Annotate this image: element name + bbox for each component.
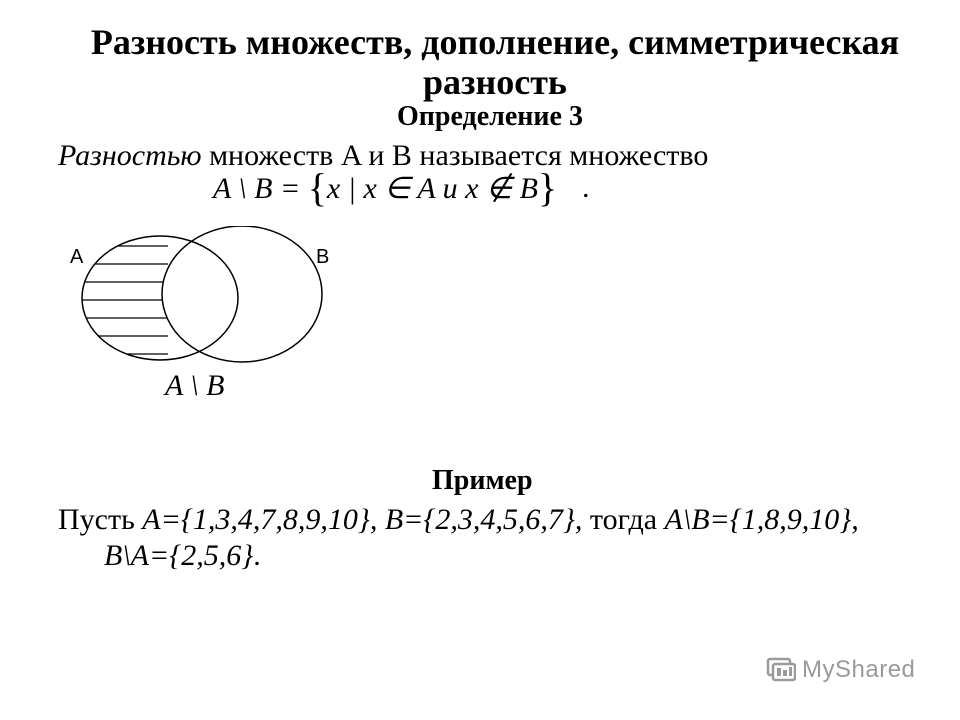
formula-open-brace: { — [307, 165, 327, 210]
example-result-ba: B\A={2,5,6} — [104, 539, 254, 572]
definition-term: Разностью — [58, 139, 202, 172]
definition-heading: Определение 3 — [397, 101, 583, 132]
definition-formula — [213, 166, 557, 211]
example-heading: Пример — [432, 465, 533, 496]
example-line-2 — [104, 538, 261, 574]
formula-close-brace: } — [537, 165, 558, 210]
example-sets: A={1,3,4,7,8,9,10}, B={2,3,4,5,6,7}, — [142, 503, 583, 536]
venn-caption: A \ B — [165, 369, 225, 402]
venn-label-b: B — [316, 246, 330, 268]
example-line-1 — [58, 502, 859, 538]
venn-label-a: A — [70, 246, 84, 268]
page-title: Разность множеств, дополнение, симметрическая разность — [90, 22, 900, 102]
watermark — [766, 656, 915, 684]
formula-lhs: A \ B = — [213, 172, 308, 205]
formula-end-dot: . — [582, 171, 590, 204]
myshared-logo-icon — [766, 657, 796, 683]
example-result-ab: A\B={1,8,9,10}, — [664, 503, 859, 536]
example-end: . — [253, 539, 261, 572]
watermark-text: MyShared — [802, 656, 916, 683]
definition-sentence: множеств A и B называется множество — [201, 139, 709, 172]
hatch-a-minus-b — [60, 226, 322, 362]
venn-diagram — [60, 226, 340, 376]
example-then: тогда — [582, 503, 665, 536]
formula-body: x | x ∈ A и x ∉ B — [326, 172, 538, 205]
example-intro: Пусть — [58, 503, 143, 536]
